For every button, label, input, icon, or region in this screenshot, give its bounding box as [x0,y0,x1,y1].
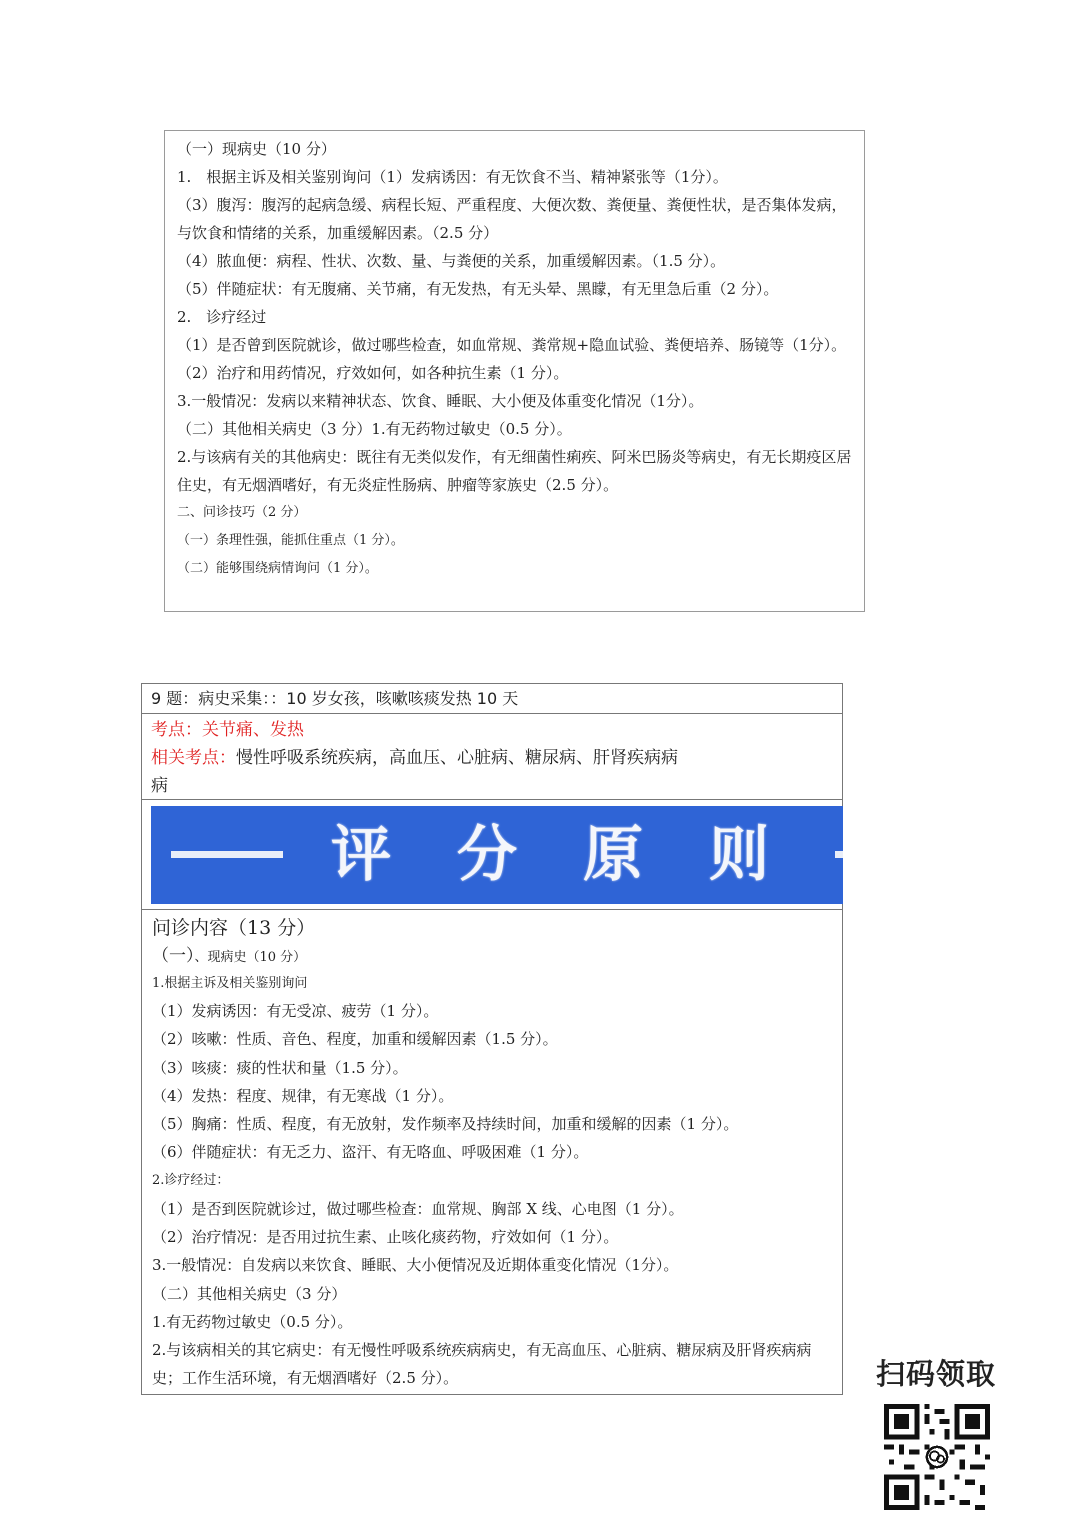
related-label: 相关考点： [151,748,236,768]
text-line: （2）治疗情况：是否用过抗生素、止咳化痰药物，疗效如何（1 分）。 [152,1228,619,1247]
text-line: （6）伴随症状：有无乏力、盗汗、有无咯血、呼吸困难（1 分）。 [152,1143,589,1162]
text-line: （4）发热：程度、规律，有无寒战（1 分）。 [152,1086,454,1105]
text-line: （一）条理性强，能抓住重点（1 分）。 [177,533,404,548]
banner-row [142,800,842,910]
banner-title: 评分原则 [331,820,835,890]
text-line: （2）治疗和用药情况，疗效如何，如各种抗生素（1 分）。 [177,364,569,382]
related-text: 慢性呼吸系统疾病，高血压、心脏病、糖尿病、肝肾疾病病 [236,748,678,768]
text-line: （1）发病诱因：有无受凉、疲劳（1 分）。 [152,1002,439,1020]
text-line: 3.一般情况：发病以来精神状态、饮食、睡眠、大小便及体重变化情况（1分）。 [177,392,704,410]
content-title: 问诊内容（13 分） [152,917,316,939]
exam-point-label: 考点：关节痛、发热 [151,720,304,740]
scoring-content [142,910,842,1392]
section-heading: 2. 诊疗经过 [177,308,267,326]
text-line: （4）脓血便：病程、性状、次数、量、与粪便的关系，加重缓解因素。（1.5 分）。 [177,252,726,270]
text-line: （5）伴随症状：有无腹痛、关节痛，有无发热，有无头晕、黑矇，有无里急后重（2 分）。 [177,280,779,298]
text-line: （二）其他相关病史（3 分） [152,1284,347,1303]
text-line: （3）腹泻：腹泻的起病急缓、病程长短、严重程度、大便次数、粪便量、粪便性状，是否集体发病，与饮食和情绪的关系，加重缓解因素。（2.5 分） [177,196,847,242]
text-line: 1.有无药物过敏史（0.5 分）。 [152,1312,353,1331]
prev-scoring-box [164,130,865,612]
item-heading: 2.诊疗经过： [152,1172,230,1188]
text-line: （5）胸痛：性质、程度，有无放射，发作频率及持续时间，加重和缓解的因素（1 分）。 [152,1115,739,1134]
item-heading: 1.根据主诉及相关鉴别询问 [152,976,308,991]
qr-code-icon[interactable] [884,1404,990,1510]
text-line: 1. 根据主诉及相关鉴别询问（1）发病诱因：有无饮食不当、精神紧张等（1分）。 [177,168,728,186]
subheading-text: 、现病史（10 分） [194,950,307,965]
section-heading: （一）现病史（10 分） [177,140,336,158]
text-line: （二）其他相关病史（3 分）1.有无药物过敏史（0.5 分）。 [177,420,572,438]
question-9-table [141,683,843,1395]
subheading [152,942,842,971]
text-line: （1）是否到医院就诊过，做过哪些检查：血常规、胸部 X 线、心电图（1 分）。 [152,1199,684,1218]
text-line: （二）能够围绕病情询问（1 分）。 [177,561,378,576]
text-line: （2）咳嗽：性质、音色、程度，加重和缓解因素（1.5 分）。 [152,1030,558,1049]
banner-dash-right [835,851,843,858]
section-heading: 二、问诊技巧（2 分） [177,505,307,520]
text-line: 2.与该病相关的其它病史：有无慢性呼吸系统疾病病史，有无高血压、心脏病、糖尿病及肝肾疾病病史；工作生活环境，有无烟酒嗜好（2.5 分）。 [152,1341,812,1388]
scan-to-claim-text: 扫码领取 [876,1357,997,1391]
text-line: 2.与该病有关的其他病史：既往有无类似发作，有无细菌性痢疾、阿米巴肠炎等病史，有无长期疫区居住史，有无烟酒嗜好，有无炎症性肠病、肿瘤等家族史（2.5 分）。 [177,448,852,494]
text-line: （1）是否曾到医院就诊，做过哪些检查，如血常规、粪常规+隐血试验、粪便培养、肠镜等（1分）。 [177,336,847,354]
related-cont: 病 [151,776,168,796]
exam-points [142,714,842,800]
text-line: 3.一般情况：自发病以来饮食、睡眠、大小便情况及近期体重变化情况（1分）。 [152,1256,679,1275]
text-line: （3）咳痰：痰的性状和量（1.5 分）。 [152,1058,408,1077]
question-title: 9 题：病史采集：：10 岁女孩，咳嗽咳痰发热 10 天 [142,684,842,714]
subheading-num: （一） [152,946,195,966]
related-points [151,744,842,772]
scoring-banner [151,806,843,904]
banner-dash-left [171,851,283,858]
